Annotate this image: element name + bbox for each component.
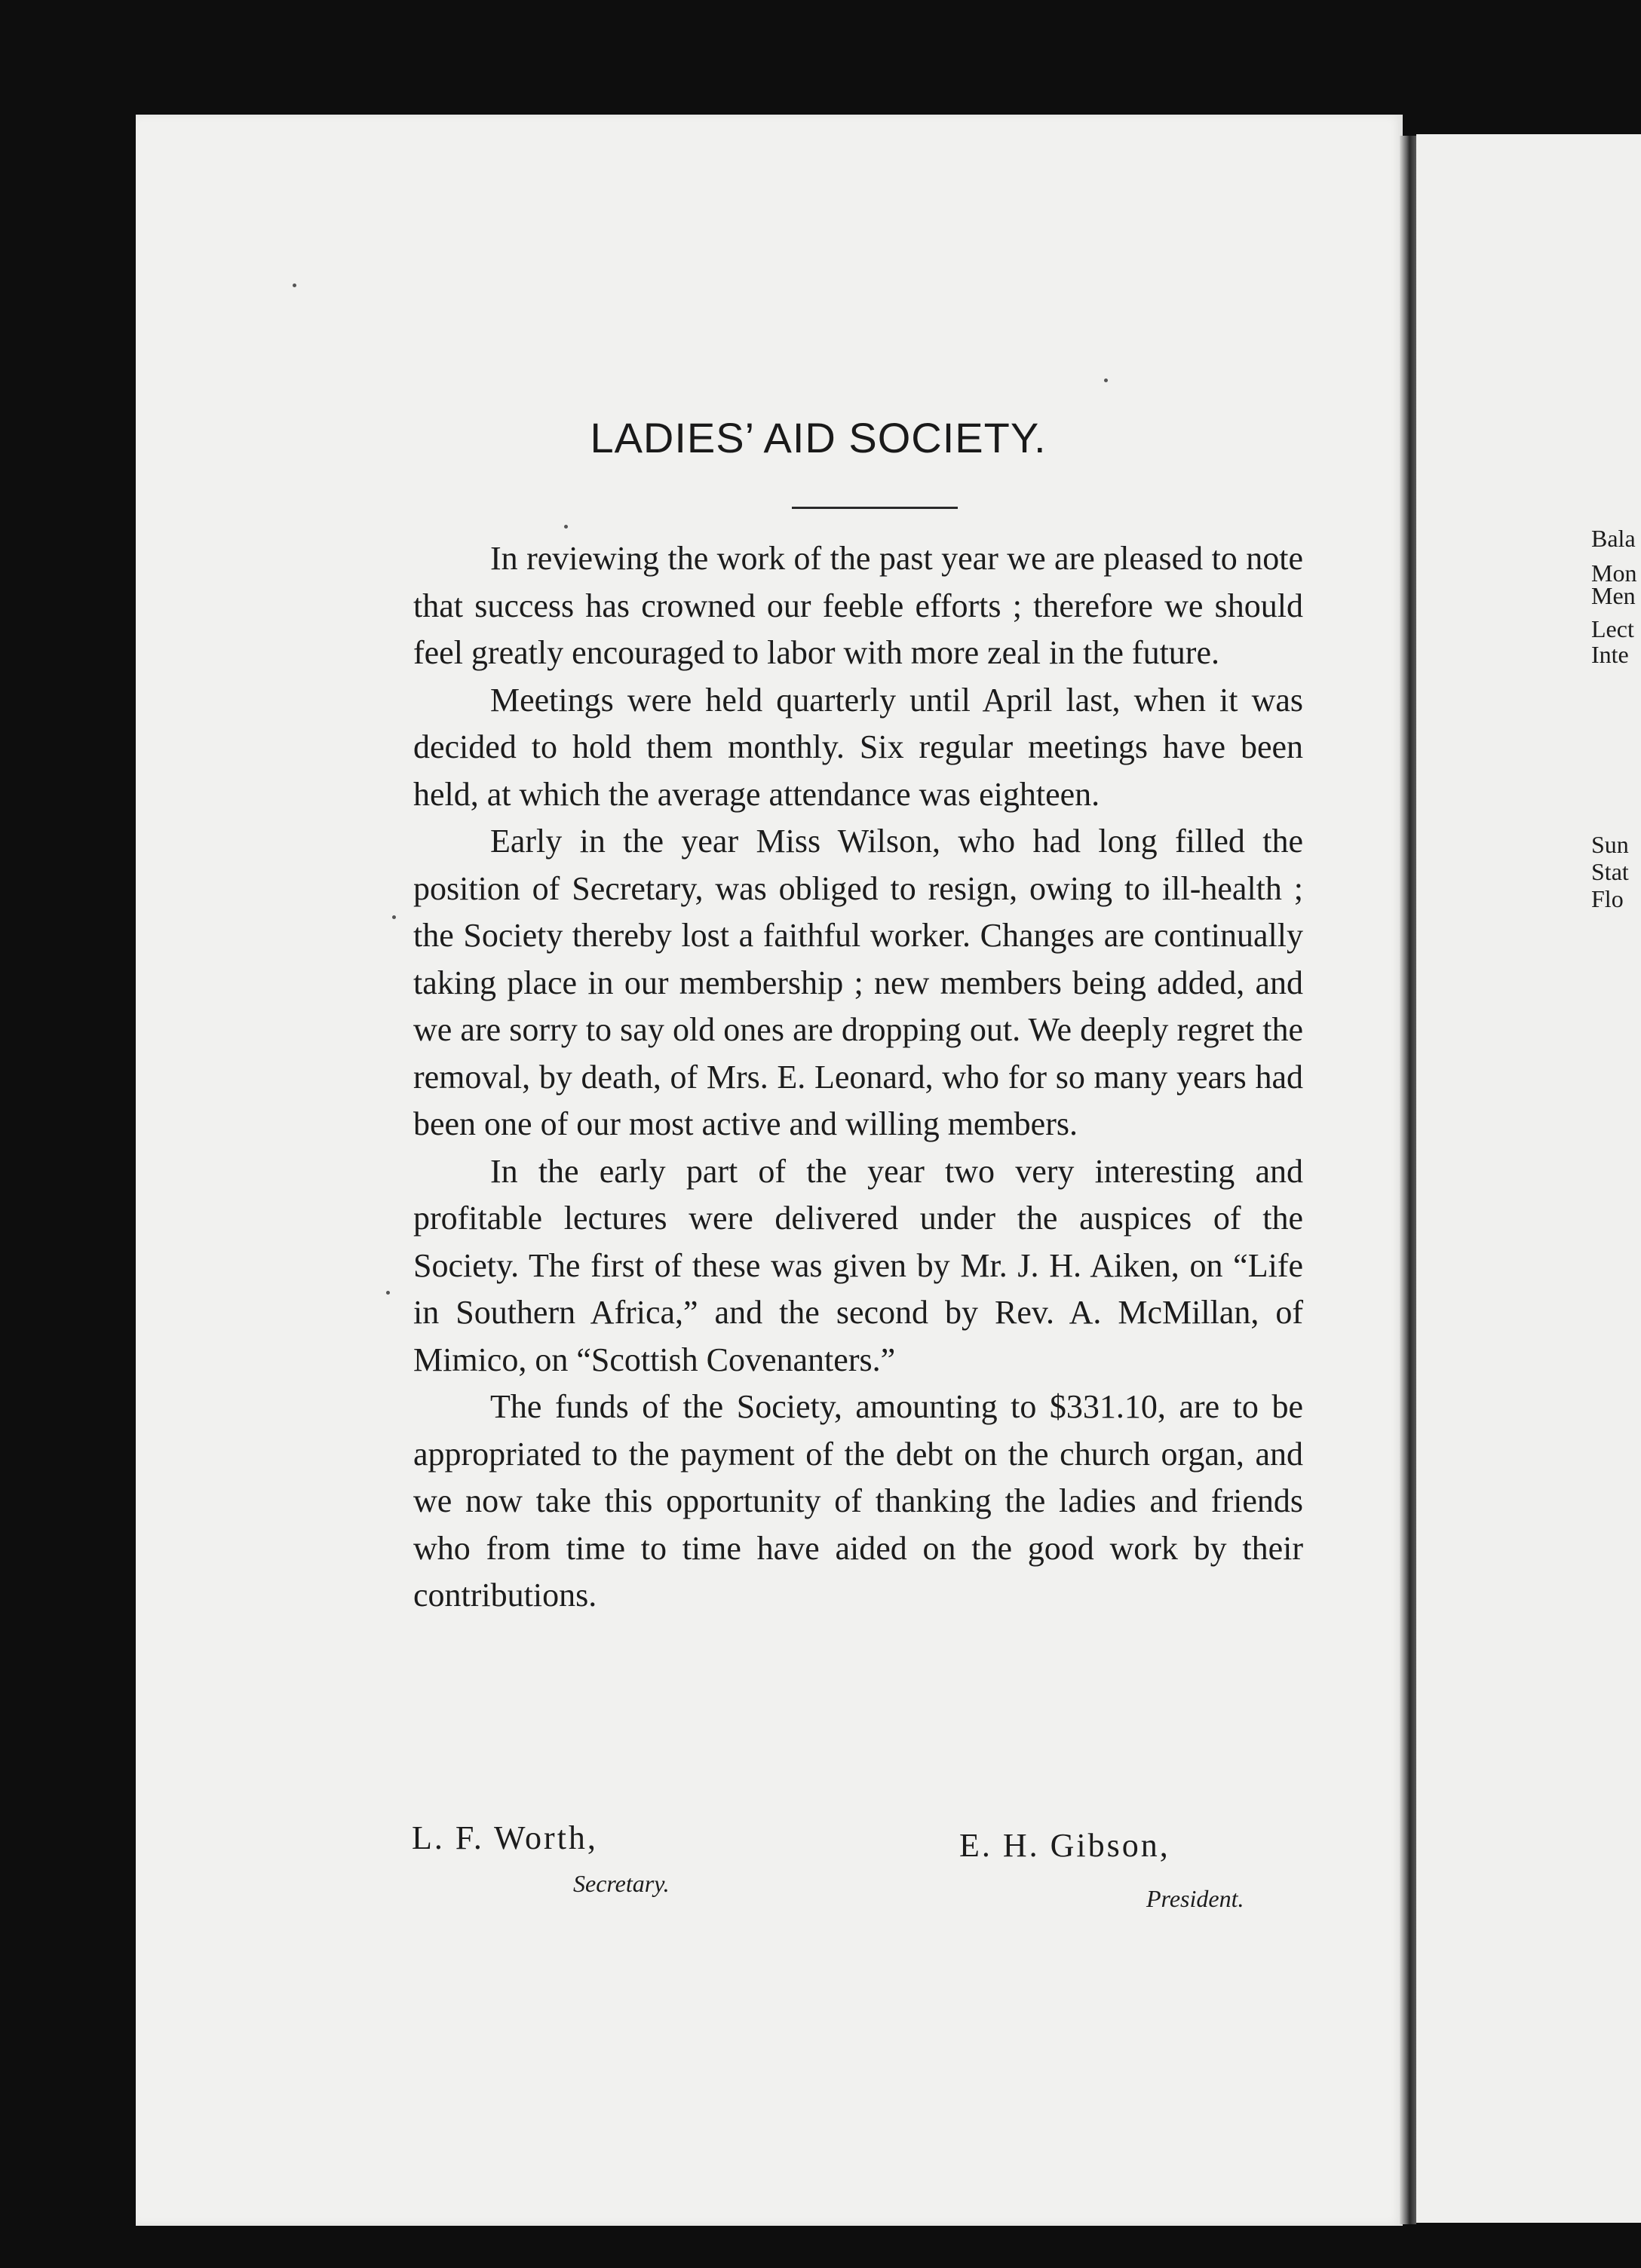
paper-speck [386,1291,390,1295]
paragraph-5: The funds of the Society, amounting to $331.10, are to be appropriated to the payment of the debt on the church organ, and we now take this opportunity of thanking the ladies and friends who from time to time have aided on the good work by their contributions. [413,1388,1303,1614]
right-page-fragment: Flo [1591,885,1624,912]
right-page-fragment: Mon [1591,559,1637,587]
title-divider [792,507,958,509]
paper-speck [392,915,396,919]
right-page-fragment: Bala [1591,525,1636,552]
paragraph-4: In the early part of the year two very interesting and profitable lectures were delivered under the auspices of the Society. The first of these was given by Mr. J. H. Aiken, on “Life in Southern Africa,” and the second by Rev. A. McMillan, of Mimico, on “Scottish Covenanters.” [413,1152,1303,1378]
paragraph-3: Early in the year Miss Wilson, who had long filled the position of Secretary, was obliged to resign, owing to ill-health ; the Society thereby lost a faithful worker. Changes are continually taking place in our membership ; new members being added, and we are sorry to say old ones are dropping out. We deeply regret the removal, by death, of Mrs. E. Leonard, who for so many years had been one of our most active and willing members. [413,823,1303,1142]
president-role: President. [1146,1885,1244,1912]
book-gutter [1400,136,1416,2224]
paper-speck [293,284,296,287]
secretary-name: L. F. Worth, [412,1819,598,1856]
page-title: LADIES’ AID SOCIETY. [590,414,1047,461]
paragraph-1: In reviewing the work of the past year we are pleased to note that success has crowned our feeble efforts ; therefore we should feel greatly encouraged to labor with more zeal in the future. [413,540,1303,671]
right-page-fragment: Sun [1591,831,1629,858]
president-name: E. H. Gibson, [959,1827,1170,1864]
secretary-role: Secretary. [573,1870,670,1897]
right-page-fragment: Stat [1591,858,1629,885]
paragraph-2: Meetings were held quarterly until April last, when it was decided to hold them monthly. Six regular meetings have been held, at which the average attendance was eighteen. [413,681,1303,813]
right-page-fragment: Men [1591,582,1636,609]
paper-speck [1104,379,1108,382]
paper-speck [564,525,568,529]
right-page-fragment: Inte [1591,641,1629,668]
right-page-fragment: Lect [1591,615,1634,642]
report-body [413,535,1303,1620]
right-page [1416,134,1641,2223]
